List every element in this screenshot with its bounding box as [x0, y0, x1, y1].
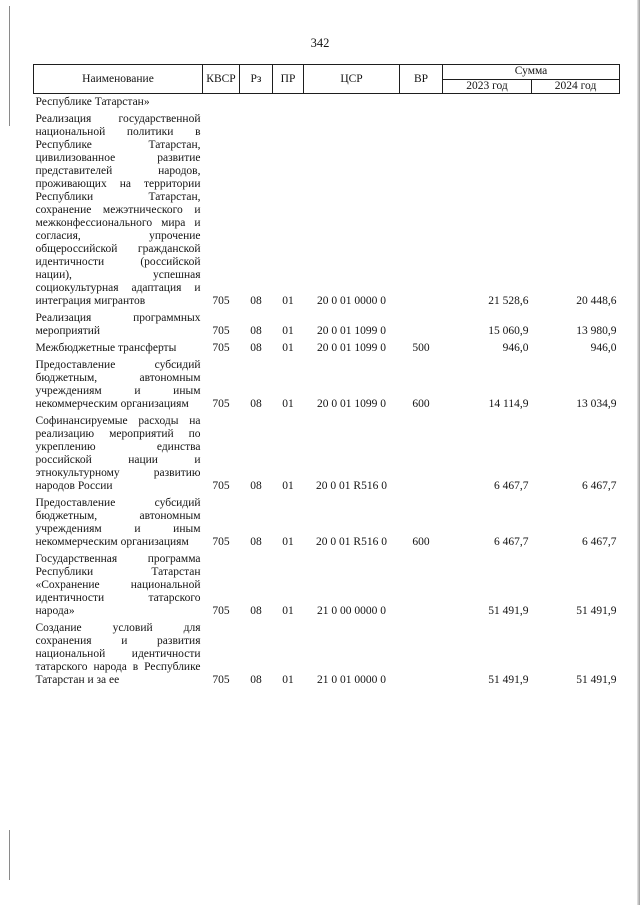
row-csr: 21 0 00 0000 0 — [317, 605, 386, 617]
row-vr — [400, 310, 443, 340]
row-rz: 08 — [250, 536, 262, 548]
binding-margin-line — [9, 830, 10, 880]
row-sum-2023: 15 060,9 — [488, 325, 529, 337]
row-sum-2024: 20 448,6 — [576, 295, 617, 307]
row-sum-2024: 13 980,9 — [576, 325, 617, 337]
header-csr: ЦСР — [304, 65, 400, 94]
row-name: Республике Татарстан» — [35, 96, 150, 108]
row-pr: 01 — [282, 536, 294, 548]
table-row — [34, 551, 620, 620]
table-body — [34, 94, 620, 690]
row-sum-2024: 51 491,9 — [576, 605, 617, 617]
row-vr: 500 — [412, 342, 430, 354]
header-pr: ПР — [273, 65, 304, 94]
row-rz: 08 — [250, 605, 262, 617]
row-sum-2024: 51 491,9 — [576, 674, 617, 686]
row-kvsr: 705 — [212, 325, 230, 337]
row-vr — [400, 413, 443, 495]
row-rz: 08 — [250, 398, 262, 410]
row-csr: 20 0 01 0000 0 — [317, 295, 386, 307]
table-row — [34, 495, 620, 551]
table-row — [34, 620, 620, 689]
header-name: Наименование — [34, 65, 203, 94]
row-rz — [240, 94, 273, 112]
row-rz: 08 — [250, 674, 262, 686]
row-vr — [400, 551, 443, 620]
table-row — [34, 111, 620, 310]
row-sum-2023: 6 467,7 — [494, 480, 529, 492]
row-sum-2024 — [532, 94, 620, 112]
row-sum-2023: 946,0 — [502, 342, 529, 354]
row-sum-2023: 51 491,9 — [488, 674, 529, 686]
row-vr — [400, 620, 443, 689]
row-csr: 20 0 01 R516 0 — [316, 480, 387, 492]
row-name: Государственная программа Республики Татарстан «Сохранение национальной идентичности татарского народа» — [35, 553, 201, 617]
row-csr: 20 0 01 1099 0 — [317, 398, 386, 410]
row-vr: 600 — [412, 536, 430, 548]
table-row — [34, 310, 620, 340]
row-rz: 08 — [250, 325, 262, 337]
table-row — [34, 413, 620, 495]
table-row — [34, 357, 620, 413]
row-pr: 01 — [282, 480, 294, 492]
row-pr — [273, 94, 304, 112]
row-vr: 600 — [412, 398, 430, 410]
table-row — [34, 94, 620, 112]
row-pr: 01 — [282, 325, 294, 337]
row-sum-2024: 6 467,7 — [582, 536, 617, 548]
row-sum-2024: 946,0 — [590, 342, 617, 354]
row-name: Софинансируемые расходы на реализацию мероприятий по укреплению единства российской нации и этнокультурному развитию народов России — [35, 415, 201, 492]
row-name: Реализация государственной национальной политики в Республике Татарстан, цивилизованное развитие представителей народов, проживающих на территории Республики Татарстан, сохранение межэтнического и межконфессионального мира и согласия, упрочение общероссийской гражданской идентичности (российской нации), успешная социокультурная адаптация и интеграция мигрантов — [35, 113, 201, 307]
row-kvsr: 705 — [212, 674, 230, 686]
row-kvsr: 705 — [212, 398, 230, 410]
row-kvsr: 705 — [212, 295, 230, 307]
page-number: 342 — [310, 36, 330, 50]
header-kvsr: КВСР — [203, 65, 240, 94]
row-sum-2023 — [443, 94, 532, 112]
row-rz: 08 — [250, 480, 262, 492]
header-year-2024: 2024 год — [532, 79, 620, 94]
header-vr: ВР — [400, 65, 443, 94]
row-sum-2023: 51 491,9 — [488, 605, 529, 617]
row-kvsr: 705 — [212, 536, 230, 548]
table-header — [34, 65, 620, 94]
row-rz: 08 — [250, 342, 262, 354]
row-csr: 20 0 01 R516 0 — [316, 536, 387, 548]
row-pr: 01 — [282, 342, 294, 354]
row-pr: 01 — [282, 674, 294, 686]
table-row — [34, 340, 620, 357]
header-sum: Сумма — [443, 65, 620, 80]
row-pr: 01 — [282, 605, 294, 617]
row-name: Реализация программных мероприятий — [35, 312, 201, 337]
row-rz: 08 — [250, 295, 262, 307]
row-sum-2024: 6 467,7 — [582, 480, 617, 492]
row-name: Создание условий для сохранения и развития национальной идентичности татарского народа в Республике Татарстан и за ее — [35, 622, 201, 686]
row-kvsr: 705 — [212, 605, 230, 617]
row-kvsr — [203, 94, 240, 112]
header-year-2023: 2023 год — [443, 79, 532, 94]
row-sum-2023: 6 467,7 — [494, 536, 529, 548]
budget-table — [33, 64, 620, 689]
row-csr: 21 0 01 0000 0 — [317, 674, 386, 686]
row-kvsr: 705 — [212, 342, 230, 354]
row-name: Предоставление субсидий бюджетным, автономным учреждениям и иным некоммерческим организациям — [35, 359, 201, 410]
header-rz: Рз — [240, 65, 273, 94]
row-csr: 20 0 01 1099 0 — [317, 325, 386, 337]
row-pr: 01 — [282, 295, 294, 307]
row-pr: 01 — [282, 398, 294, 410]
binding-margin-line — [9, 6, 10, 126]
row-name: Межбюджетные трансферты — [35, 342, 177, 354]
row-sum-2024: 13 034,9 — [576, 398, 617, 410]
row-vr — [400, 94, 443, 112]
row-sum-2023: 14 114,9 — [488, 398, 529, 410]
row-csr: 20 0 01 1099 0 — [317, 342, 386, 354]
row-sum-2023: 21 528,6 — [488, 295, 529, 307]
row-csr — [304, 94, 400, 112]
row-kvsr: 705 — [212, 480, 230, 492]
row-name: Предоставление субсидий бюджетным, автономным учреждениям и иным некоммерческим организациям — [35, 497, 201, 548]
row-vr — [400, 111, 443, 310]
